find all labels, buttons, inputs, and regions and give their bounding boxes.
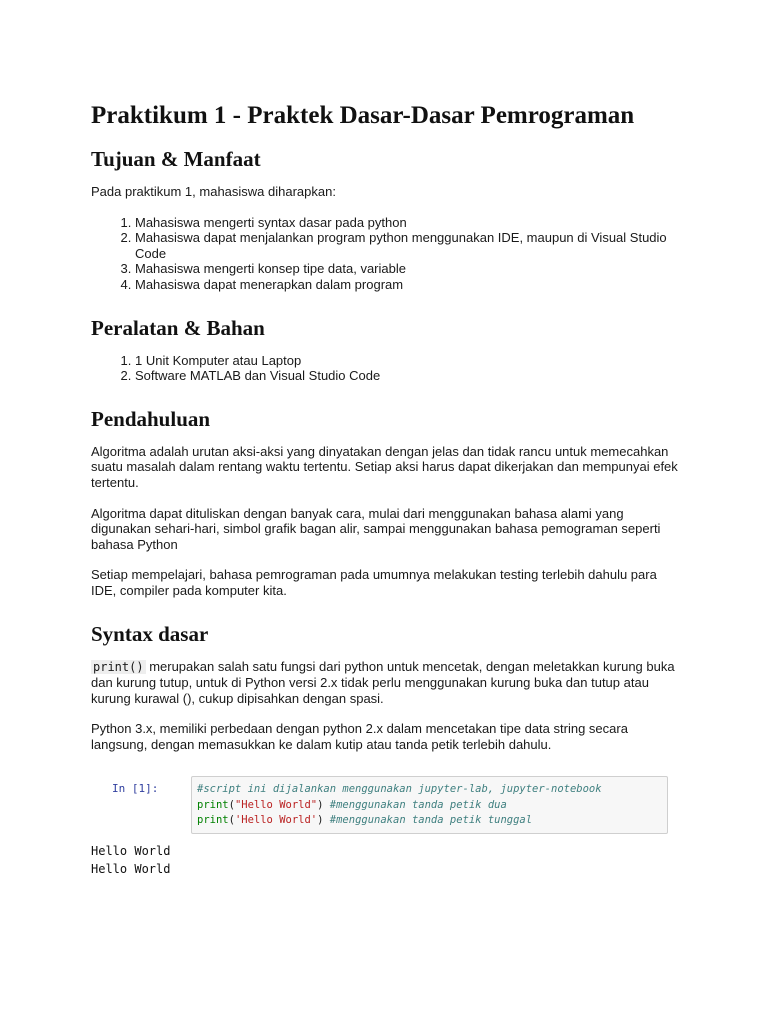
code-punct: ) [317, 814, 330, 827]
output-line: Hello World [91, 861, 171, 876]
code-string: "Hello World" [234, 798, 318, 811]
heading-tujuan: Tujuan & Manfaat [91, 147, 261, 171]
list-item: 3. Mahasiswa mengerti konsep tipe data, variable [135, 261, 681, 277]
code-input[interactable] [191, 776, 668, 834]
syntax-paragraph [91, 659, 681, 707]
list-item: 4. Mahasiswa dapat menerapkan dalam program [135, 277, 681, 293]
tujuan-list [91, 215, 681, 293]
page-title: Praktikum 1 - Praktek Dasar-Dasar Pemrograman [91, 102, 635, 129]
notebook-cell [91, 776, 681, 834]
code-punct: ) [317, 798, 330, 811]
code-comment: #menggunakan tanda petik dua [329, 798, 507, 811]
list-item: 1. Mahasiswa mengerti syntax dasar pada python [135, 215, 681, 231]
output-line: Hello World [91, 843, 171, 858]
syntax-paragraph-text: merupakan salah satu fungsi dari python untuk mencetak, dengan meletakkan kurung buka dan kurung tutup, untuk di Python versi 2.x tidak perlu menggunakan kurung buka dan tutup atau kurung kurawal (), cukup dipisahkan dengan spasi. [91, 658, 675, 706]
code-punct: ( [228, 798, 235, 811]
list-item: 2. Mahasiswa dapat menjalankan program python menggunakan IDE, maupun di Visual Studio Code [135, 230, 681, 261]
code-string: 'Hello World' [234, 814, 318, 827]
syntax-paragraph: Python 3.x, memiliki perbedaan dengan python 2.x dalam mencetakan tipe data string secara langsung, dengan memasukkan ke dalam kutip atau tanda petik terlebih dahulu. [91, 721, 628, 752]
heading-pendahuluan: Pendahuluan [91, 406, 211, 431]
cell-output [91, 842, 681, 878]
code-punct: ( [228, 814, 235, 827]
list-item: 1. 1 Unit Komputer atau Laptop [135, 353, 681, 369]
code-function: print [197, 798, 229, 811]
heading-syntax: Syntax dasar [91, 621, 209, 646]
code-function: print [197, 814, 229, 827]
code-comment: #menggunakan tanda petik tunggal [329, 814, 533, 827]
tujuan-intro: Pada praktikum 1, mahasiswa diharapkan: [91, 184, 336, 199]
inline-code-print: print() [93, 659, 144, 674]
pendahuluan-paragraph: Setiap mempelajari, bahasa pemrograman pada umumnya melakukan testing terlebih dahulu para IDE, compiler pada komputer kita. [91, 567, 657, 598]
pendahuluan-paragraph: Algoritma adalah urutan aksi-aksi yang dinyatakan dengan jelas dan tidak rancu untuk memecahkan suatu masalah dalam rentang waktu tertentu. Setiap aksi harus dapat dikerjakan dan mempunyai efek tertentu. [91, 443, 678, 490]
code-comment: #script ini dijalankan menggunakan jupyter-lab, jupyter-notebook [197, 783, 602, 796]
list-item: 2. Software MATLAB dan Visual Studio Code [135, 368, 681, 384]
pendahuluan-paragraph: Algoritma dapat dituliskan dengan banyak cara, mulai dari menggunakan bahasa alami yang digunakan sehari-hari, simbol grafik bagan alir, sampai menggunakan bahasa pemograman seperti bahasa Python [91, 505, 661, 552]
cell-prompt: In [1]: [112, 782, 159, 796]
peralatan-list [91, 353, 681, 384]
document-page [91, 100, 681, 878]
heading-peralatan: Peralatan & Bahan [91, 315, 265, 340]
